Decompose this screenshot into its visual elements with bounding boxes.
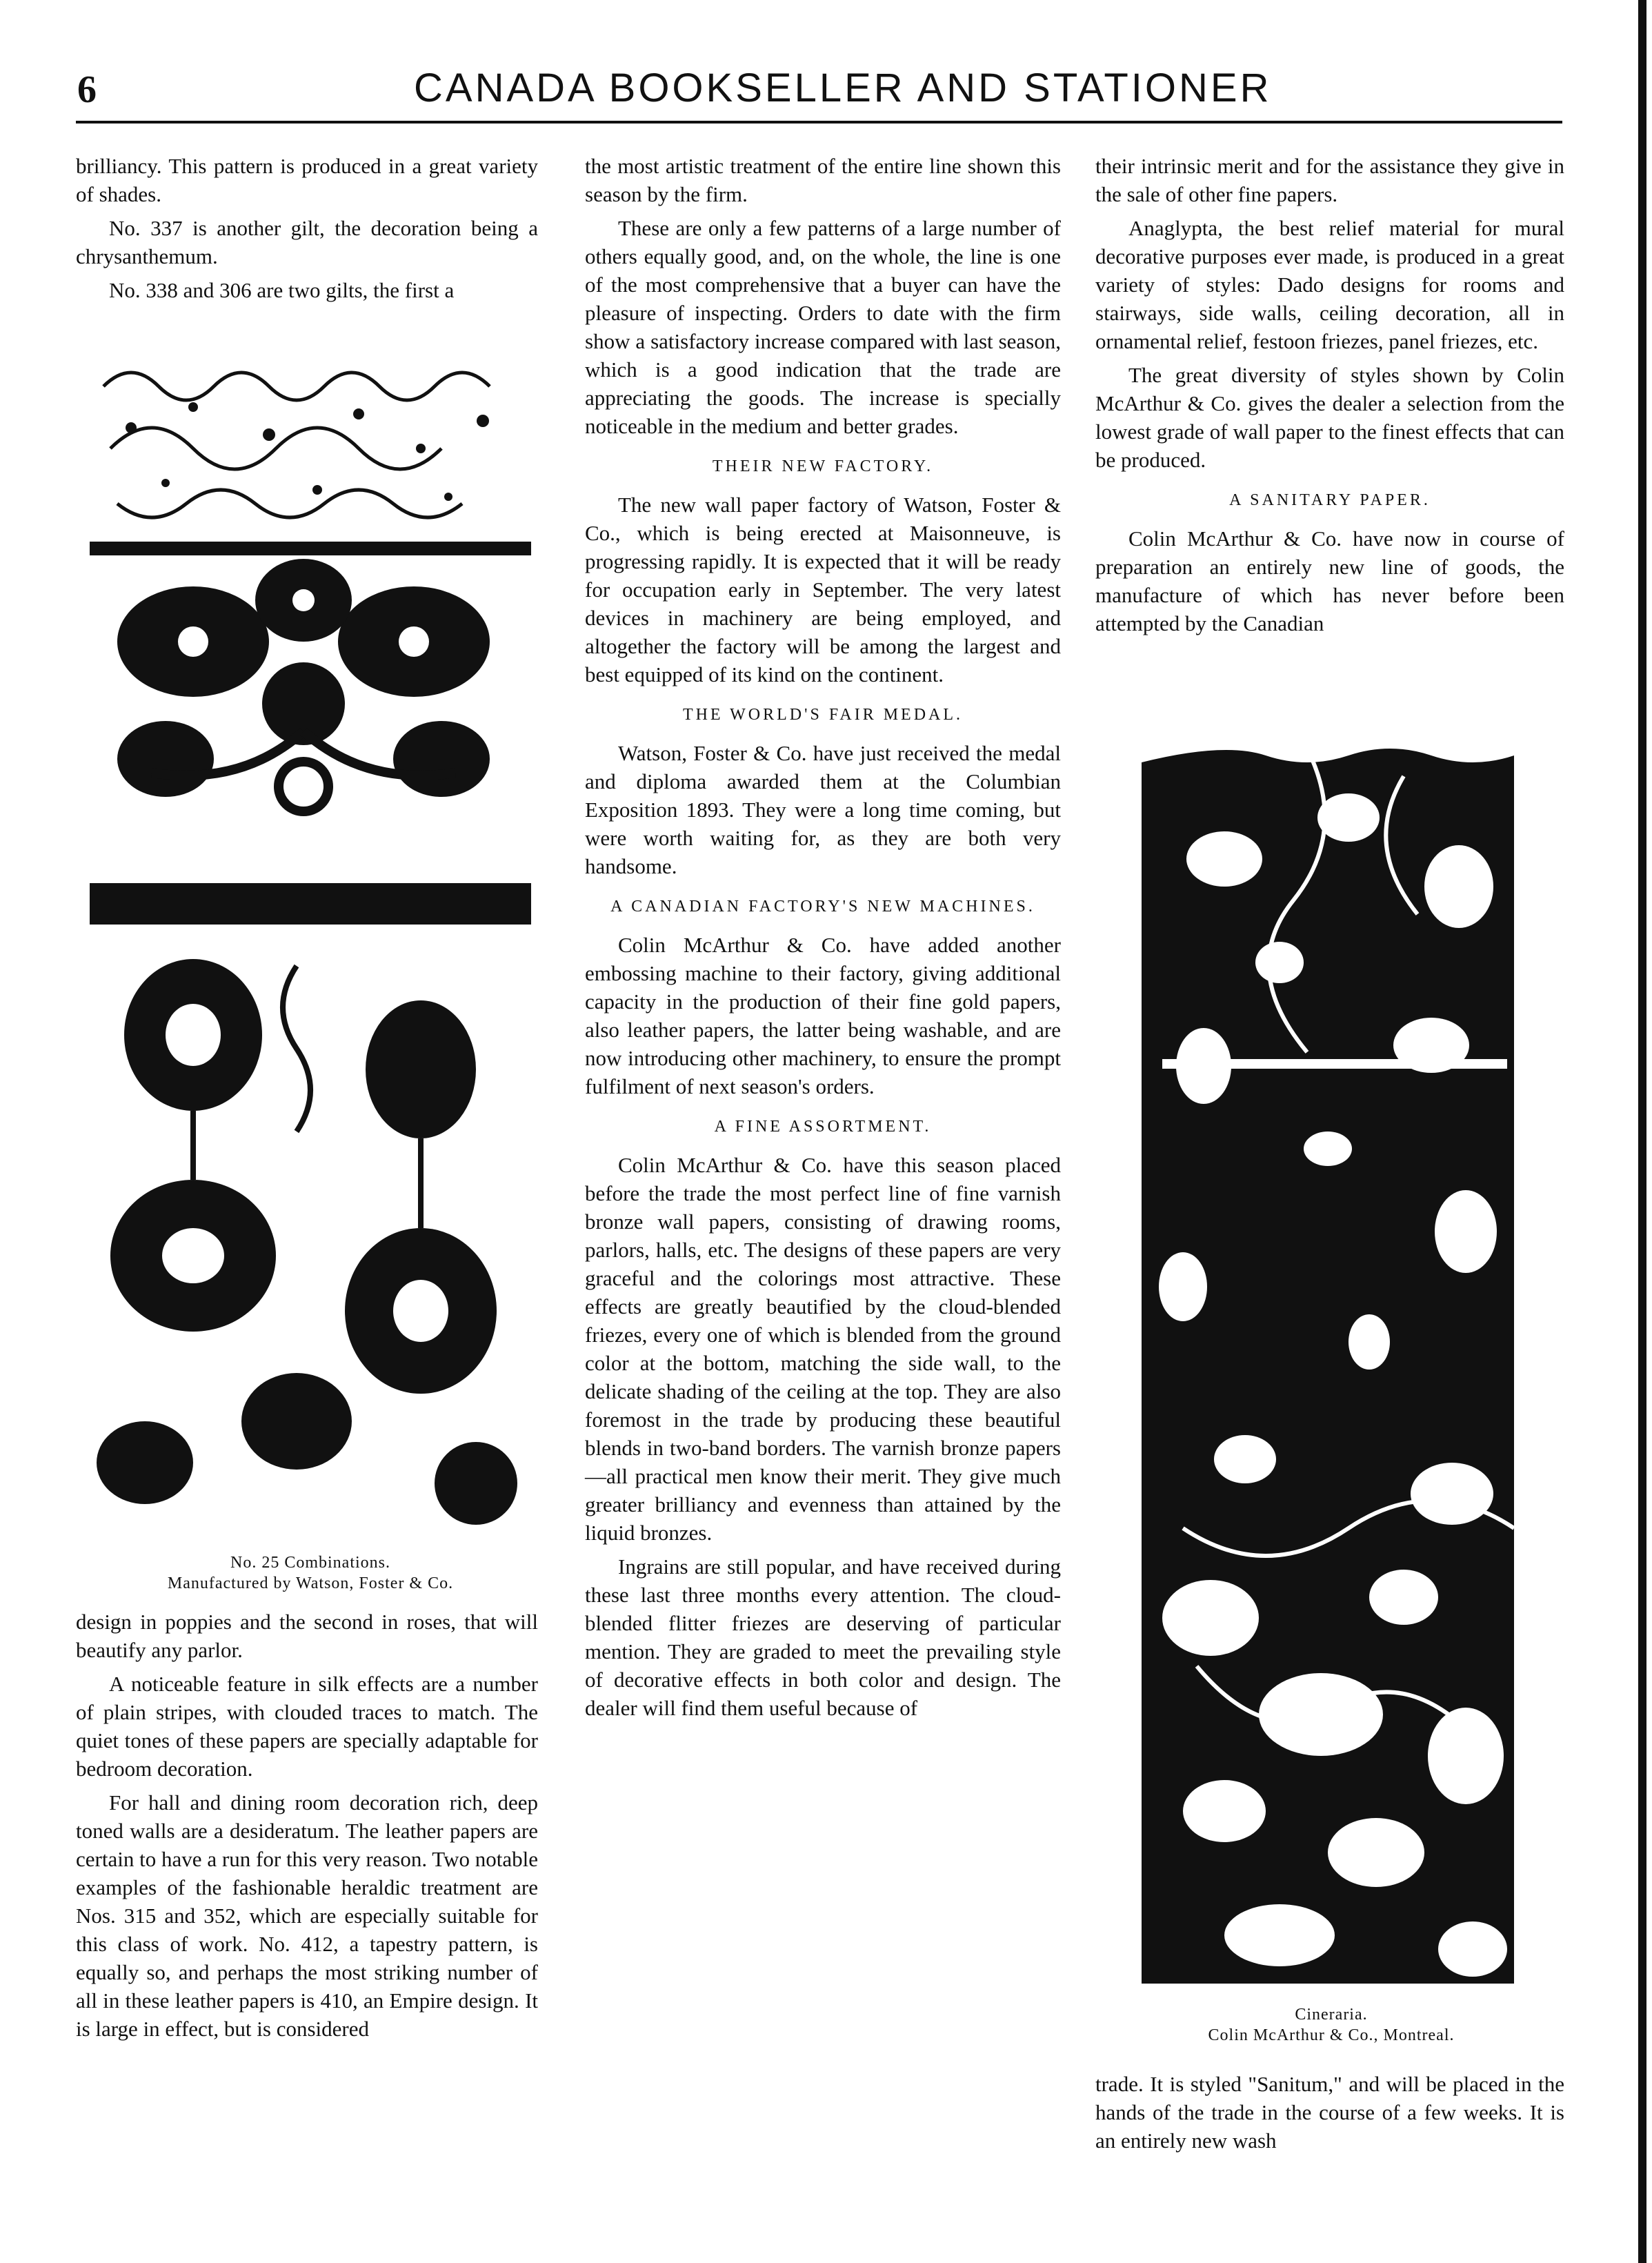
wallpaper-illustration-watson — [90, 345, 531, 1549]
paragraph: Colin McArthur & Co. have now in course of preparation an entirely new line of goods, the manufacture of which has never before been attempted by the Canadian — [1095, 526, 1564, 635]
paragraph: A noticeable feature in silk effects are a number of plain stripes, with clouded traces to match. The quiet tones of these papers are specially adaptable for bedroom decoration. — [76, 1672, 538, 1781]
page-number: 6 — [77, 68, 97, 111]
section-heading: A CANADIAN FACTORY'S NEW MACHINES. — [610, 898, 1035, 916]
paragraph: No. 338 and 306 are two gilts, the first a — [109, 278, 455, 302]
cineraria-pattern-image — [1142, 735, 1514, 1984]
paragraph: The great diversity of styles shown by Colin McArthur & Co. gives the dealer a selection from the lowest grade of wall paper to the finest effects that can be produced. — [1095, 363, 1564, 472]
column-2 — [585, 152, 1061, 1728]
paragraph: Colin McArthur & Co. have added another embossing machine to their factory, giving additional capacity in the production of their fine gold papers, also leather papers, the latter being washable, and are now introducing other machinery, to ensure the prompt fulfilment of next season's orders. — [585, 933, 1061, 1098]
paragraph: Colin McArthur & Co. have this season placed before the trade the most perfect line of fine varnish bronze wall papers, consisting of drawing rooms, parlors, halls, etc. The designs of these papers are very graceful and the colorings most attractive. These effects are greatly beautified by the cloud-blended friezes, every one of which is blended from the ground color at the bottom, matching the side wall, to the delicate shading of the ceiling at the top. They are also foremost in the trade by producing these beautiful blends in two-band borders. The varnish bronze papers—all practical men know their merit. They give much greater brilliancy and evenness than attained by the liquid bronzes. — [585, 1153, 1061, 1545]
paragraph: trade. It is styled "Sanitum," and will be placed in the hands of the trade in the course of a few weeks. It is an entirely new wash — [1095, 2072, 1564, 2153]
paragraph: their intrinsic merit and for the assistance they give in the sale of other fine papers. — [1095, 154, 1564, 206]
publication-title: CANADA BOOKSELLER AND STATIONER — [414, 66, 1272, 110]
ornamental-pattern-image — [90, 345, 531, 1549]
paragraph: brilliancy. This pattern is produced in a great variety of shades. — [76, 154, 538, 206]
paragraph: the most artistic treatment of the entire line shown this season by the firm. — [585, 154, 1061, 206]
column-3-bottom — [1095, 2070, 1564, 2160]
paragraph: design in poppies and the second in roses, that will beautify any parlor. — [76, 1610, 538, 1662]
caption-line: No. 25 Combinations. — [230, 1554, 390, 1572]
header-rule — [76, 121, 1562, 123]
paragraph: For hall and dining room decoration rich, deep toned walls are a desideratum. The leather papers are certain to have a run for this very reason. Two notable examples of the fashionable heraldic treatment are Nos. 315 and 352, which are especially suitable for this class of work. No. 412, a tapestry pattern, is equally so, and perhaps the most striking number of all in these leather papers is 410, an Empire design. It is large in effect, but is considered — [76, 1790, 538, 2041]
section-heading: THE WORLD'S FAIR MEDAL. — [682, 706, 964, 724]
paragraph: Ingrains are still popular, and have received during these last three months every attention. The cloud-blended flitter friezes are deserving of particular mention. They are graded to meet the prevailing style of decorative effects in both color and design. The dealer will find them useful because of — [585, 1554, 1061, 1720]
figure-caption-watson — [90, 1552, 531, 1594]
paragraph: Watson, Foster & Co. have just received the medal and diploma awarded them at the Columbian Exposition 1893. They were a long time coming, but were worth waiting for, as they are both very handsome. — [585, 741, 1061, 878]
column-1-top — [76, 152, 538, 310]
paragraph: Anaglypta, the best relief material for mural decorative purposes ever made, is produced in a great variety of styles: Dado designs for rooms and stairways, side walls, ceiling decoration, all in ornamental relief, festoon friezes, panel friezes, etc. — [1095, 216, 1564, 353]
caption-line: Manufactured by Watson, Foster & Co. — [167, 1574, 454, 1592]
caption-line: Cineraria. — [1295, 2006, 1368, 2024]
figure-caption-cineraria — [1097, 2004, 1566, 2046]
paragraph: No. 337 is another gilt, the decoration being a chrysanthemum. — [76, 216, 538, 268]
section-heading: A SANITARY PAPER. — [1229, 491, 1431, 509]
column-1-bottom — [76, 1608, 538, 2048]
page-edge-bar — [1638, 0, 1646, 2263]
column-3-top — [1095, 152, 1564, 643]
section-heading: A FINE ASSORTMENT. — [714, 1118, 932, 1136]
paragraph: These are only a few patterns of a large number of others equally good, and, on the whole, the line is one of the most comprehensive that a buyer can have the pleasure of inspecting. Orders to date with the firm show a satisfactory increase compared with last season, which is a good indication that the trade are appreciating the goods. The increase is specially noticeable in the medium and better grades. — [585, 216, 1061, 438]
section-heading: THEIR NEW FACTORY. — [712, 457, 934, 475]
caption-line: Colin McArthur & Co., Montreal. — [1208, 2026, 1455, 2044]
paragraph: The new wall paper factory of Watson, Foster & Co., which is being erected at Maisonneuve, is progressing rapidly. It is expected that it will be ready for occupation early in September. The very latest devices in machinery are being employed, and altogether the factory will be among the largest and best equipped of its kind on the continent. — [585, 493, 1061, 686]
wallpaper-illustration-cineraria — [1142, 735, 1514, 1984]
